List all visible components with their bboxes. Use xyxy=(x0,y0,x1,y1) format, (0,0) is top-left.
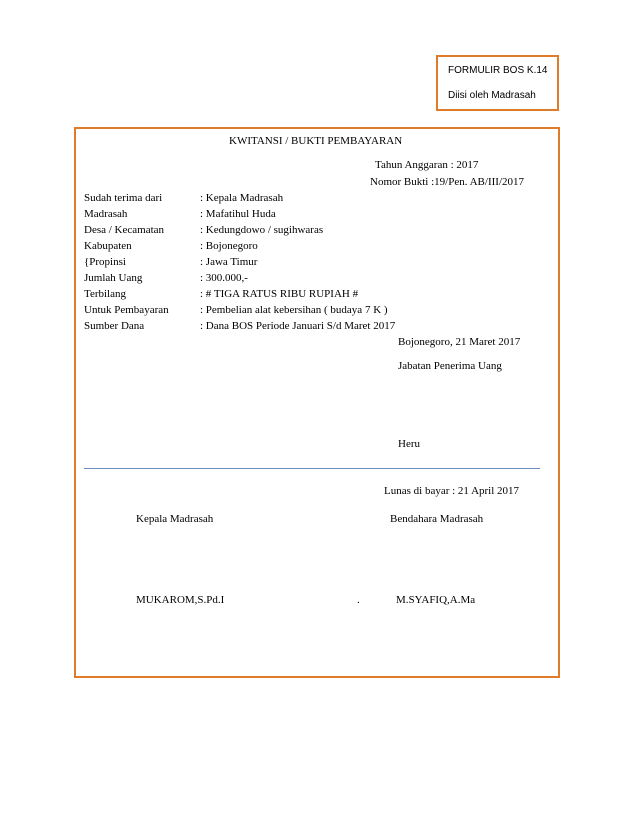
divider-line xyxy=(84,468,540,469)
field-label: Jumlah Uang xyxy=(84,272,143,284)
signature-separator: . xyxy=(357,594,360,606)
field-label: Terbilang xyxy=(84,288,126,300)
field-value: : Mafatihul Huda xyxy=(200,208,276,220)
field-value: : Dana BOS Periode Januari S/d Maret 2017 xyxy=(200,320,396,332)
field-label: Untuk Pembayaran xyxy=(84,304,169,316)
place-date: Bojonegoro, 21 Maret 2017 xyxy=(398,336,521,348)
field-value: : Kedungdowo / sugihwaras xyxy=(200,224,324,236)
field-label: Kabupaten xyxy=(84,240,132,252)
form-code-box xyxy=(436,55,559,111)
form-filled-by: Diisi oleh Madrasah xyxy=(448,90,536,101)
head-title: Kepala Madrasah xyxy=(136,513,214,525)
field-value: : 300.000,- xyxy=(200,272,248,284)
field-value: : Pembelian alat kebersihan ( budaya 7 K ) xyxy=(200,304,388,316)
field-label: Madrasah xyxy=(84,208,128,220)
recipient-name: Heru xyxy=(398,438,420,450)
field-value: : Kepala Madrasah xyxy=(200,192,284,204)
budget-year: Tahun Anggaran : 2017 xyxy=(375,159,479,171)
receipt-number: Nomor Bukti :19/Pen. AB/III/2017 xyxy=(370,176,524,188)
receipt-title: KWITANSI / BUKTI PEMBAYARAN xyxy=(229,135,403,147)
recipient-title: Jabatan Penerima Uang xyxy=(398,360,502,372)
field-label: Desa / Kecamatan xyxy=(84,224,165,236)
field-value: : Jawa Timur xyxy=(200,256,258,268)
form-code: FORMULIR BOS K.14 xyxy=(448,65,548,76)
field-label: Sudah terima dari xyxy=(84,192,163,204)
treasurer-signatory-name: M.SYAFIQ,A.Ma xyxy=(396,594,476,606)
treasurer-title: Bendahara Madrasah xyxy=(390,513,484,525)
head-signatory-name: MUKAROM,S.Pd.I xyxy=(136,594,225,606)
field-value: : Bojonegoro xyxy=(200,240,258,252)
field-label: {Propinsi xyxy=(84,256,126,268)
paid-date: Lunas di bayar : 21 April 2017 xyxy=(384,485,520,497)
field-value: : # TIGA RATUS RIBU RUPIAH # xyxy=(200,288,359,300)
field-label: Sumber Dana xyxy=(84,320,145,332)
